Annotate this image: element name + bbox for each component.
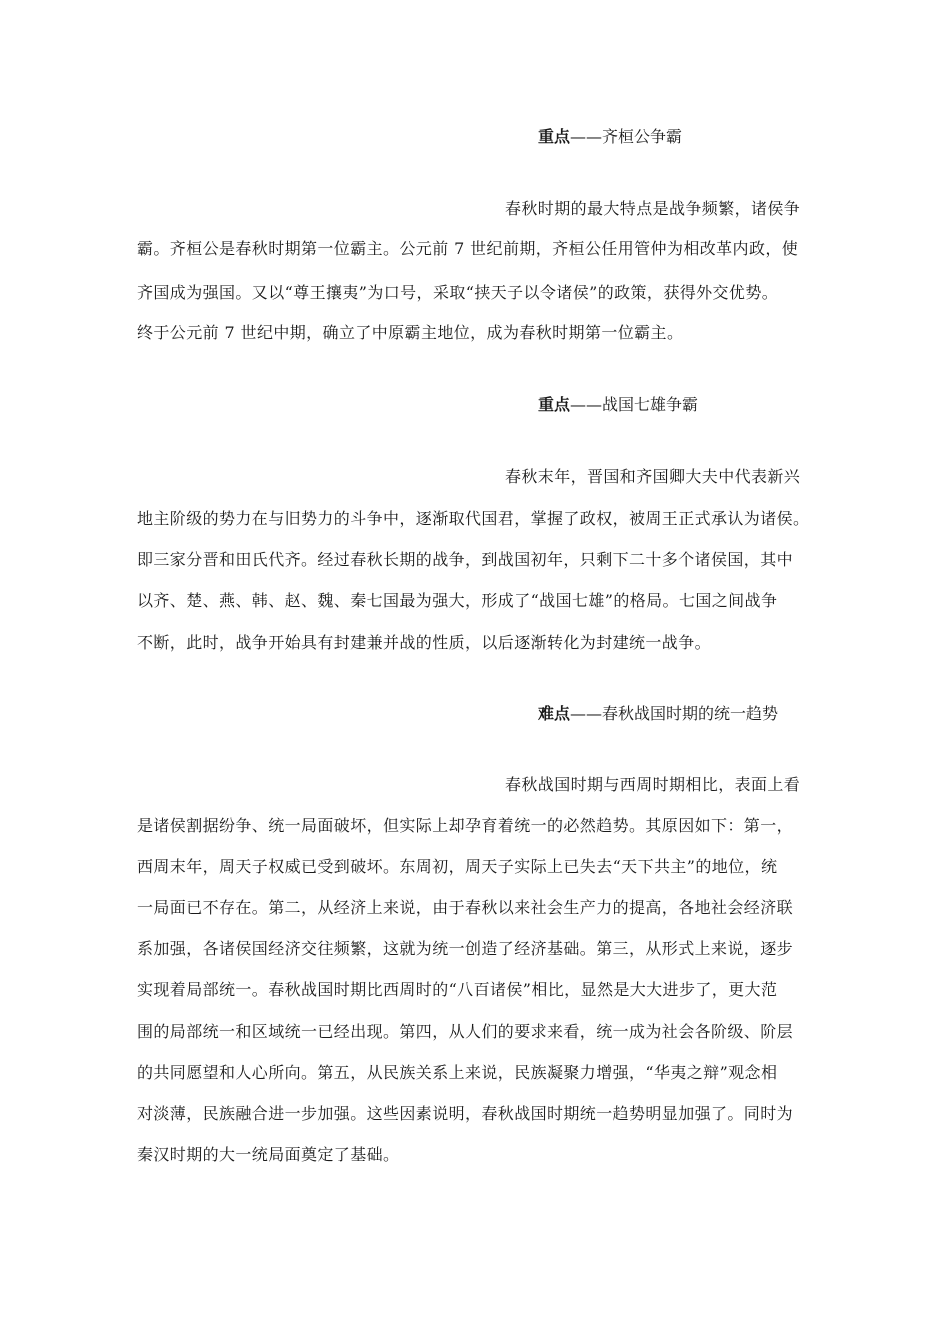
heading-label: 重点 [538, 127, 571, 146]
heading-title: ——战国七雄争霸 [570, 395, 699, 414]
paragraph-line: 春秋末年，晋国和齐国卿大夫中代表新兴 [505, 467, 801, 486]
section-heading-2 [538, 395, 698, 415]
paragraph-line: 对淡薄，民族融合进一步加强。这些因素说明，春秋战国时期统一趋势明显加强了。同时为 [137, 1104, 794, 1123]
paragraph-line: 一局面已不存在。第二，从经济上来说，由于春秋以来社会生产力的提高，各地社会经济联 [137, 898, 794, 917]
section-heading-3 [538, 704, 778, 724]
heading-label: 难点 [538, 704, 571, 723]
paragraph-line: 实现着局部统一。春秋战国时期比西周时的“八百诸侯”相比，显然是大大进步了，更大范 [137, 980, 778, 999]
paragraph-line: 围的局部统一和区域统一已经出现。第四，从人们的要求来看，统一成为社会各阶级、阶层 [137, 1022, 794, 1041]
paragraph-line: 不断，此时，战争开始具有封建兼并战的性质，以后逐渐转化为封建统一战争。 [137, 633, 712, 652]
paragraph-line: 的共同愿望和人心所向。第五，从民族关系上来说，民族凝聚力增强，“华夷之辩”观念相 [137, 1063, 778, 1082]
paragraph-line: 齐国成为强国。又以“尊王攘夷”为口号，采取“挟天子以令诸侯”的政策，获得外交优势。 [137, 283, 779, 302]
section-heading-1 [538, 127, 682, 147]
paragraph-line: 是诸侯割据纷争、统一局面破坏，但实际上却孕育着统一的必然趋势。其原因如下：第一， [137, 816, 794, 835]
paragraph-line: 地主阶级的势力在与旧势力的斗争中，逐渐取代国君，掌握了政权，被周王正式承认为诸侯。 [137, 509, 810, 528]
heading-label: 重点 [538, 395, 571, 414]
paragraph-line: 西周末年，周天子权威已受到破坏。东周初，周天子实际上已失去“天下共主”的地位，统 [137, 857, 778, 876]
paragraph-line: 秦汉时期的大一统局面奠定了基础。 [137, 1145, 400, 1164]
paragraph-line: 即三家分晋和田氏代齐。经过春秋长期的战争，到战国初年，只剩下二十多个诸侯国，其中 [137, 550, 794, 569]
paragraph-line: 春秋战国时期与西周时期相比，表面上看 [505, 775, 801, 794]
paragraph-line: 系加强，各诸侯国经济交往频繁，这就为统一创造了经济基础。第三，从形式上来说，逐步 [137, 939, 794, 958]
paragraph-line: 霸。齐桓公是春秋时期第一位霸主。公元前 7 世纪前期，齐桓公任用管仲为相改革内政，使 [137, 239, 799, 258]
paragraph-line: 以齐、楚、燕、韩、赵、魏、秦七国最为强大，形成了“战国七雄”的格局。七国之间战争 [137, 591, 778, 610]
paragraph-line: 春秋时期的最大特点是战争频繁，诸侯争 [505, 199, 801, 218]
heading-title: ——齐桓公争霸 [570, 127, 683, 146]
heading-title: ——春秋战国时期的统一趋势 [570, 704, 779, 723]
paragraph-line: 终于公元前 7 世纪中期，确立了中原霸主地位，成为春秋时期第一位霸主。 [137, 323, 684, 342]
